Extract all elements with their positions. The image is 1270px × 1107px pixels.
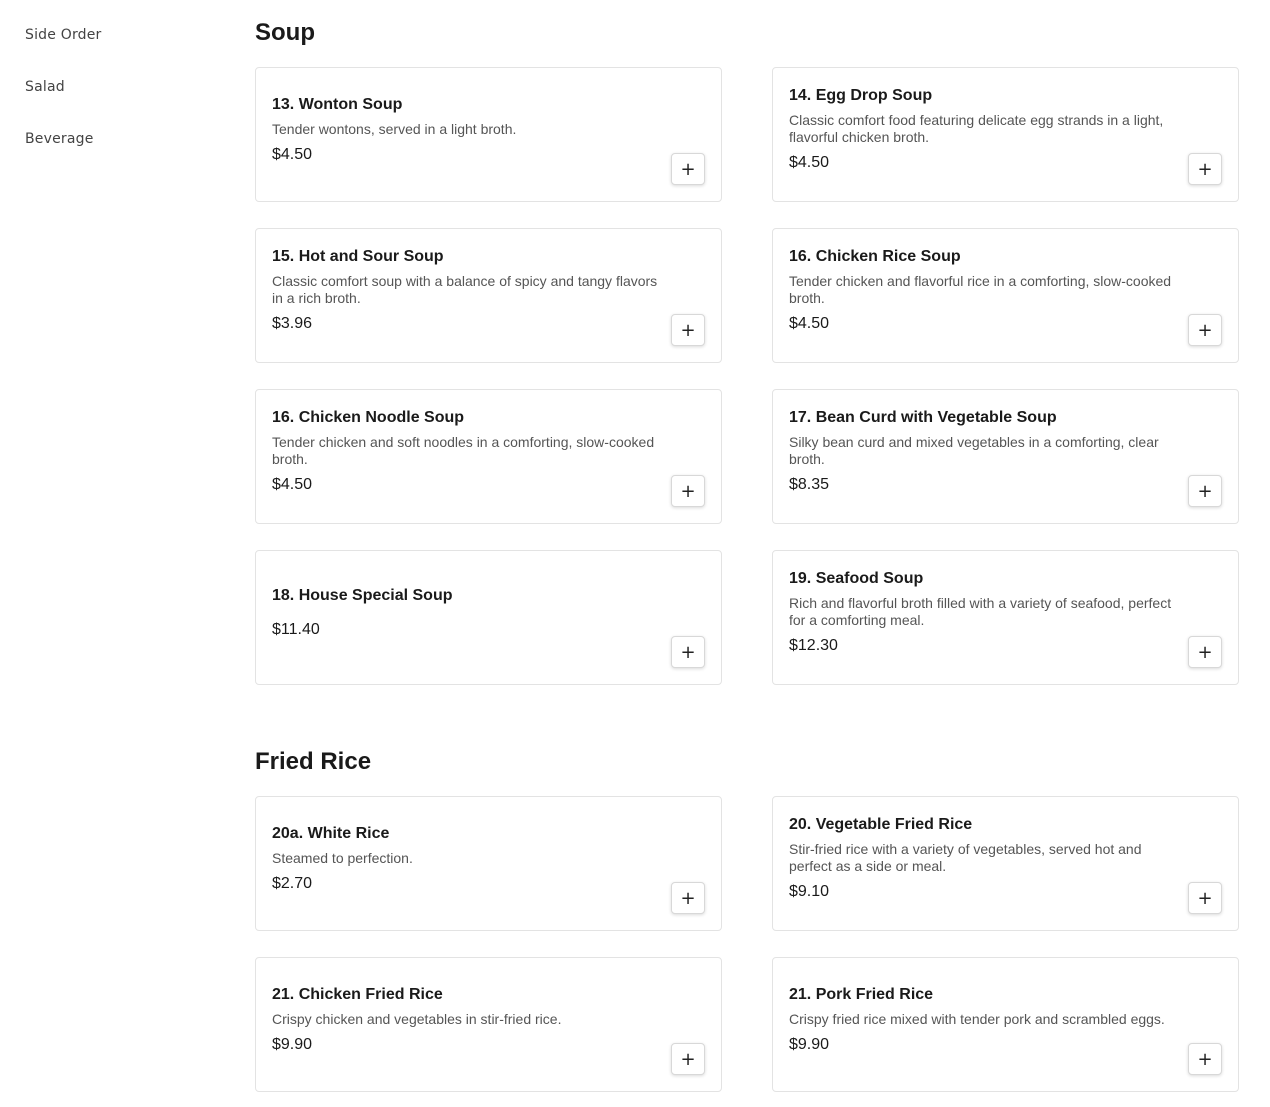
menu-item-card[interactable] (255, 389, 722, 524)
item-name: 13. Wonton Soup (272, 95, 403, 113)
item-price: $9.90 (789, 1035, 830, 1053)
item-name: 17. Bean Curd with Vegetable Soup (789, 409, 1057, 426)
item-price: $9.10 (789, 883, 830, 900)
add-to-cart-button[interactable] (671, 882, 705, 914)
item-description: Classic comfort food featuring delicate egg strands in a light, flavorful chicken broth. (789, 112, 1164, 145)
item-price: $4.50 (789, 154, 830, 171)
item-name: 16. Chicken Noodle Soup (272, 409, 465, 426)
add-to-cart-button[interactable] (671, 475, 705, 507)
menu-item-card[interactable] (772, 796, 1239, 931)
item-price: $2.70 (272, 874, 313, 892)
sidebar-item-side-order[interactable]: Side Order (25, 27, 102, 43)
item-price: $4.50 (789, 315, 830, 332)
item-name: 18. House Special Soup (272, 586, 453, 604)
item-description: Stir-fried rice with a variety of vegetables, served hot and perfect as a side or meal. (789, 841, 1142, 874)
add-to-cart-button[interactable] (1188, 314, 1222, 346)
plus-icon: + (680, 158, 696, 180)
add-to-cart-button[interactable] (671, 153, 705, 185)
item-price: $4.50 (272, 476, 313, 493)
menu-item-card[interactable] (772, 67, 1239, 202)
menu-item-card[interactable] (772, 957, 1239, 1092)
item-name: 21. Chicken Fried Rice (272, 985, 443, 1003)
sidebar-item-salad[interactable]: Salad (25, 79, 65, 95)
plus-icon: + (680, 319, 696, 341)
menu-item-card[interactable] (772, 550, 1239, 685)
item-price: $11.40 (272, 620, 320, 638)
item-price: $12.30 (789, 637, 838, 654)
add-to-cart-button[interactable] (1188, 153, 1222, 185)
item-price: $8.35 (789, 476, 830, 493)
item-description: Tender chicken and soft noodles in a comforting, slow-cooked broth. (272, 434, 655, 467)
plus-icon: + (680, 887, 696, 909)
add-to-cart-button[interactable] (671, 636, 705, 668)
plus-icon: + (1197, 158, 1213, 180)
item-description: Silky bean curd and mixed vegetables in a comforting, clear broth. (789, 434, 1159, 467)
sidebar-item-beverage[interactable]: Beverage (25, 131, 94, 147)
add-to-cart-button[interactable] (1188, 1043, 1222, 1075)
plus-icon: + (1197, 887, 1213, 909)
menu-item-card[interactable] (255, 550, 722, 685)
item-description: Rich and flavorful broth filled with a variety of seafood, perfect for a comforting meal. (789, 595, 1172, 628)
plus-icon: + (1197, 480, 1213, 502)
item-description: Tender wontons, served in a light broth. (272, 120, 517, 137)
add-to-cart-button[interactable] (1188, 882, 1222, 914)
item-price: $3.96 (272, 315, 313, 332)
menu-item-card[interactable] (255, 67, 722, 202)
item-description: Tender chicken and flavorful rice in a comforting, slow-cooked broth. (789, 273, 1172, 306)
item-name: 20. Vegetable Fried Rice (789, 816, 973, 833)
item-name: 21. Pork Fried Rice (789, 985, 934, 1003)
item-description: Steamed to perfection. (272, 849, 413, 866)
plus-icon: + (680, 641, 696, 663)
item-name: 15. Hot and Sour Soup (272, 248, 444, 265)
item-name: 20a. White Rice (272, 824, 390, 842)
plus-icon: + (680, 480, 696, 502)
menu-item-card[interactable] (255, 228, 722, 363)
plus-icon: + (1197, 641, 1213, 663)
item-description: Classic comfort soup with a balance of spicy and tangy flavors in a rich broth. (272, 273, 658, 306)
item-description: Crispy fried rice mixed with tender pork and scrambled eggs. (789, 1010, 1165, 1027)
add-to-cart-button[interactable] (1188, 636, 1222, 668)
menu-item-card[interactable] (255, 796, 722, 931)
add-to-cart-button[interactable] (1188, 475, 1222, 507)
item-price: $9.90 (272, 1035, 313, 1053)
item-name: 16. Chicken Rice Soup (789, 248, 961, 265)
item-name: 14. Egg Drop Soup (789, 87, 933, 104)
plus-icon: + (680, 1048, 696, 1070)
item-description: Crispy chicken and vegetables in stir-fried rice. (272, 1010, 562, 1027)
menu-item-card[interactable] (772, 228, 1239, 363)
menu-item-card[interactable] (255, 957, 722, 1092)
plus-icon: + (1197, 1048, 1213, 1070)
menu-item-card[interactable] (772, 389, 1239, 524)
item-price: $4.50 (272, 145, 313, 163)
add-to-cart-button[interactable] (671, 1043, 705, 1075)
item-name: 19. Seafood Soup (789, 570, 924, 587)
section-title-fried-rice: Fried Rice (255, 748, 372, 775)
plus-icon: + (1197, 319, 1213, 341)
add-to-cart-button[interactable] (671, 314, 705, 346)
section-title-soup: Soup (255, 19, 315, 46)
